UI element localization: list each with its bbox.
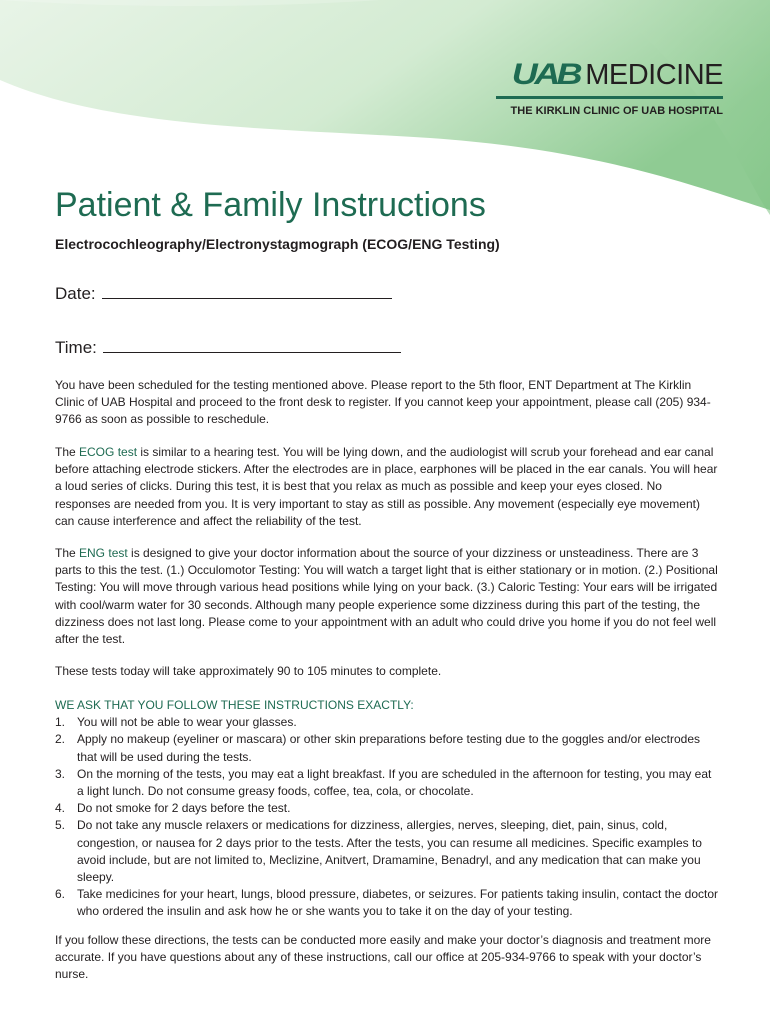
page-title: Patient & Family Instructions: [55, 186, 486, 224]
time-field[interactable]: [55, 338, 401, 358]
instruction-number: 3.: [55, 766, 66, 781]
instruction-number: 2.: [55, 732, 66, 747]
instructions-heading: WE ASK THAT YOU FOLLOW THESE INSTRUCTIONS EXACTLY:: [55, 698, 414, 712]
date-blank-line[interactable]: [102, 284, 392, 299]
instruction-text: Do not take any muscle relaxers or medications for dizziness, allergies, nerves, sleeping, diet, pain, sinus, cold, congestion, or nausea for 2 days prior to the tests. After the tests, you can resume all medicines. Specific examples to avoid include, but are not limited to, Meclizine, Anitvert, Dramamine, Benadryl, and any medication that can make you sleepy.: [77, 818, 702, 885]
duration-text: These tests today will take approximately 90 to 105 minutes to complete.: [55, 664, 442, 678]
ecog-prefix: The: [55, 445, 80, 459]
uab-medicine-logo: [493, 60, 723, 117]
instruction-text: Apply no makeup (eyeliner or mascara) or other skin preparations before testing due to the goggles and/or electrodes that will be used during the tests.: [77, 732, 701, 764]
instruction-number: 5.: [55, 818, 66, 833]
time-label: Time:: [55, 338, 97, 357]
instructions-list: [55, 714, 720, 920]
eng-test-link[interactable]: ENG test: [79, 546, 128, 560]
instruction-item: [55, 886, 720, 920]
page-subtitle: Electrocochleography/Electronystagmograph (ECOG/ENG Testing): [55, 236, 500, 252]
instruction-number: 4.: [55, 801, 66, 816]
closing-paragraph: [55, 932, 720, 984]
duration-paragraph: [55, 663, 720, 680]
logo-subtitle: THE KIRKLIN CLINIC OF UAB HOSPITAL: [510, 105, 723, 117]
date-field[interactable]: [55, 284, 392, 304]
intro-paragraph: [55, 377, 720, 429]
ecog-text: is similar to a hearing test. You will be lying down, and the audiologist will scrub your forehead and ear canal before attaching electrode stickers. After the electrodes are in place, earphones will be placed in the ear canals. You will hear a loud series of clicks. During this test, it is best that you relax as much as possible and keep your eyes closed. No responses are needed from you. It is very important to stay as still as possible. Any movement (especially eye movement) can cause interference and affect the reliability of the test.: [55, 445, 718, 528]
instruction-item: [55, 714, 720, 731]
ecog-paragraph: [55, 444, 720, 530]
eng-paragraph: [55, 545, 720, 648]
instruction-item: [55, 800, 720, 817]
instructions-section: [55, 697, 720, 921]
instruction-text: Take medicines for your heart, lungs, blood pressure, diabetes, or seizures. For patients taking insulin, contact the doctor who ordered the insulin and ask how he or she wants you to take it on the day of your testing.: [77, 887, 719, 919]
instruction-item: [55, 766, 720, 800]
time-blank-line[interactable]: [103, 338, 401, 353]
logo-mark: UAB: [512, 58, 580, 91]
logo-word: MEDICINE: [585, 59, 723, 91]
instruction-text: You will not be able to wear your glasses.: [77, 715, 297, 730]
instruction-item: [55, 731, 720, 765]
eng-prefix: The: [55, 546, 80, 560]
ecog-test-link[interactable]: ECOG test: [79, 445, 138, 459]
logo-divider: [496, 96, 723, 99]
date-label: Date:: [55, 284, 96, 303]
instruction-text: Do not smoke for 2 days before the test.: [77, 801, 291, 816]
instruction-number: 6.: [55, 887, 66, 902]
closing-text: If you follow these directions, the tests can be conducted more easily and make your doctor’s diagnosis and treatment more accurate. If you have questions about any of these instructions, call our office at 205-934-9766 to speak with your doctor’s nurse.: [55, 933, 711, 982]
intro-text: You have been scheduled for the testing mentioned above. Please report to the 5th floor, ENT Department at The Kirklin Clinic of UAB Hospital and proceed to the front desk to register. If you cannot keep your appointment, please call (205) 934-9766 as soon as possible to reschedule.: [55, 378, 711, 427]
instruction-number: 1.: [55, 715, 66, 730]
eng-text: is designed to give your doctor information about the source of your dizziness or unsteadiness. There are 3 parts to this the test. (1.) Occulomotor Testing: You will watch a target light that is either stationary or in motion. (2.) Positional Testing: You will move through various head positions while lying on your back. (3.) Caloric Testing: Your ears will be irrigated with cool/warm water for 30 seconds. Although many people experience some dizziness during this part of the testing, the dizziness does not last long. Please come to your appointment with an adult who could drive you home if you do not feel well after the test.: [55, 546, 718, 647]
instruction-text: On the morning of the tests, you may eat a light breakfast. If you are scheduled in the afternoon for testing, you may eat a light lunch. Do not consume greasy foods, coffee, tea, cola, or chocolate.: [77, 766, 712, 799]
instruction-item: [55, 817, 720, 886]
